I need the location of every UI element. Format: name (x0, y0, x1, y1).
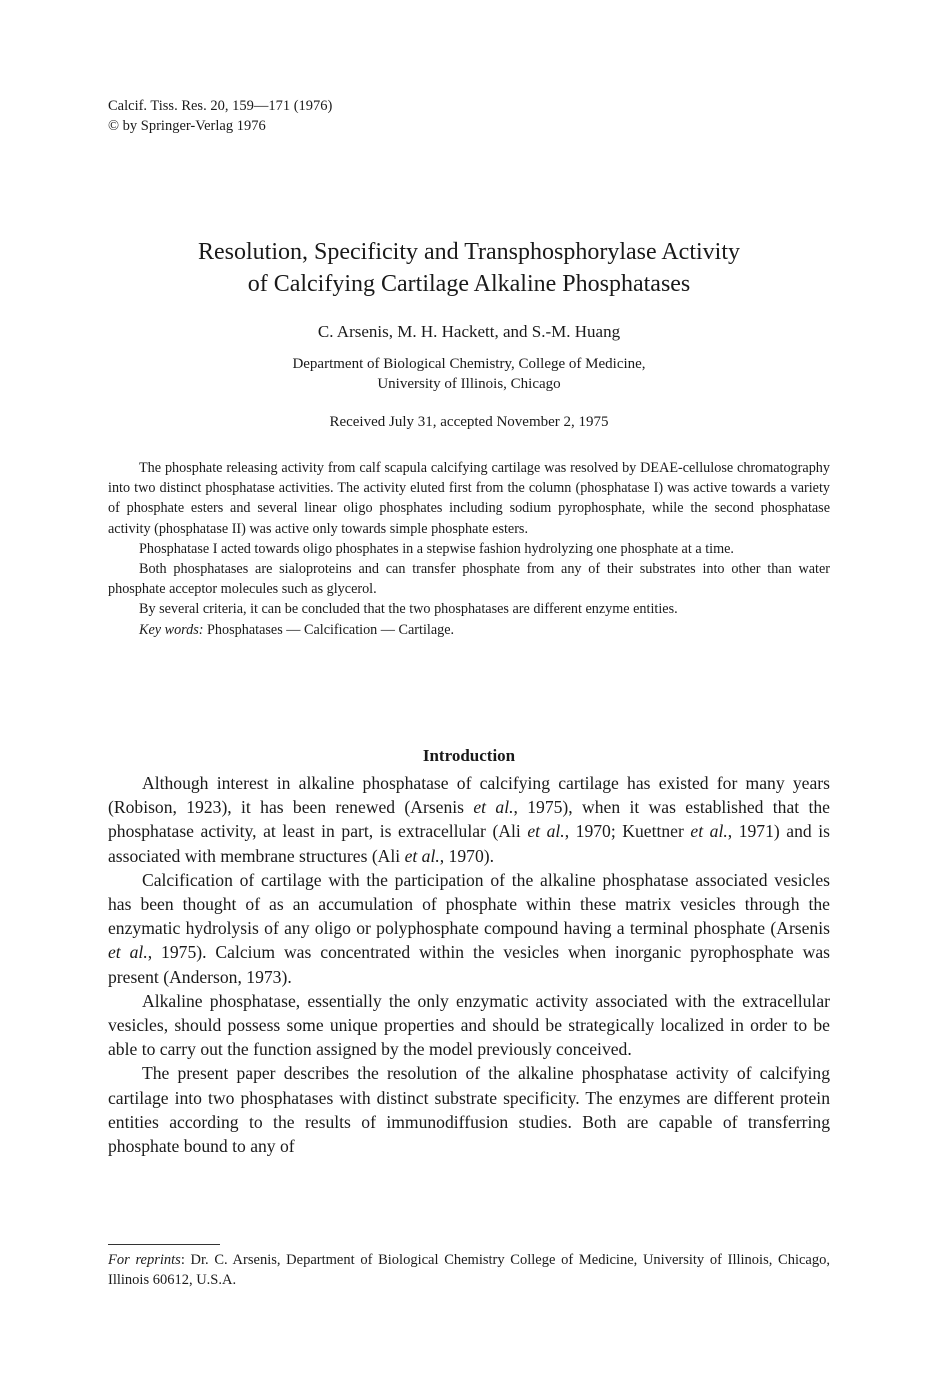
received-date: Received July 31, accepted November 2, 1975 (329, 414, 609, 430)
intro-paragraph-1 (108, 771, 830, 868)
abstract (108, 458, 830, 640)
intro-paragraph-2 (108, 868, 830, 989)
text-run: Calcification of cartilage with the participation of the alkaline phosphatase associated vesicles has been thought of as an accumulation of phosphate within these matrix vesicles through the enzymatic hydrolysis of any oligo or polyphosphate compound having a terminal phosphate (Arsenis (108, 869, 830, 939)
copyright-line: © by Springer-Verlag 1976 (108, 118, 266, 134)
affiliation (108, 354, 830, 394)
text-run: , 1971) and is associated with membrane structures (Ali (108, 821, 830, 866)
intro-paragraph-3: Alkaline phosphatase, essentially the only enzymatic activity associated with the extracellular vesicles, should possess some unique properties and should be strategically localized in order to be able to carry out the function assigned by the model previously conceived. (108, 990, 830, 1060)
journal-citation (108, 96, 332, 136)
italic-run: et al. (404, 845, 440, 866)
title-line-2: of Calcifying Cartilage Alkaline Phosphatases (247, 271, 691, 297)
abstract-paragraph: By several criteria, it can be concluded that the two phosphatases are different enzyme entities. (139, 601, 678, 618)
keywords (108, 620, 830, 640)
introduction-body (108, 771, 830, 1158)
text-run: , 1975). Calcium was concentrated within the vesicles when inorganic pyrophosphate was present (Anderson, 1973). (108, 942, 830, 987)
author-list: C. Arsenis, M. H. Hackett, and S.-M. Huang (317, 322, 621, 341)
keywords-text: Phosphatases — Calcification — Cartilage. (203, 621, 455, 638)
section-heading-introduction: Introduction (422, 746, 516, 765)
text-run: , 1970). (439, 845, 494, 866)
abstract-paragraph: The phosphate releasing activity from calf scapula calcifying cartilage was resolved by DEAE-cellulose chromatography into two distinct phosphatase activities. The activity eluted first from the column (phosphatase I) was active towards a variety of phosphate esters and several linear oligo phosphates including sodium pyrophosphate, while the second phosphatase activity (phosphatase II) was active only towards simple phosphate esters. (108, 460, 830, 537)
italic-run: et al. (473, 797, 514, 818)
footnote-label: For reprints (108, 1252, 181, 1268)
italic-run: et al. (108, 942, 148, 963)
reprint-footnote (108, 1250, 830, 1290)
text-run: , 1970; Kuettner (564, 821, 691, 842)
footnote-text: : Dr. C. Arsenis, Department of Biological Chemistry College of Medicine, University of Illinois, Chicago, Illinois 60612, U.S.A. (108, 1252, 830, 1288)
italic-run: et al. (527, 821, 565, 842)
text-run: , 1975), when it was established that the phosphatase activity, at least in part, is extracellular (Ali (108, 797, 830, 842)
title-line-1: Resolution, Specificity and Transphosphorylase Activity (198, 239, 740, 265)
abstract-paragraph: Phosphatase I acted towards oligo phosphates in a stepwise fashion hydrolyzing one phosphate at a time. (139, 540, 734, 557)
italic-run: et al. (690, 821, 728, 842)
affiliation-line-1: Department of Biological Chemistry, College of Medicine, (292, 356, 646, 372)
intro-paragraph-4: The present paper describes the resolution of the alkaline phosphatase activity of calcifying cartilage into two phosphatases with distinct substrate specificity. The enzymes are different protein entities according to the results of immunodiffusion studies. Both are capable of transferring phosphate bound to any of (108, 1063, 830, 1157)
affiliation-line-2: University of Illinois, Chicago (377, 376, 561, 392)
article-title (108, 236, 830, 300)
footnote-divider (108, 1244, 220, 1245)
text-run: Although interest in alkaline phosphatase of calcifying cartilage has existed for many years (Robison, 1923), it has been renewed (Arsenis (108, 773, 830, 818)
abstract-paragraph: Both phosphatases are sialoproteins and can transfer phosphate from any of their substrates into other than water phosphate acceptor molecules such as glycerol. (108, 561, 830, 598)
journal-line: Calcif. Tiss. Res. 20, 159—171 (1976) (108, 98, 333, 114)
keywords-label: Key words: (139, 621, 204, 638)
